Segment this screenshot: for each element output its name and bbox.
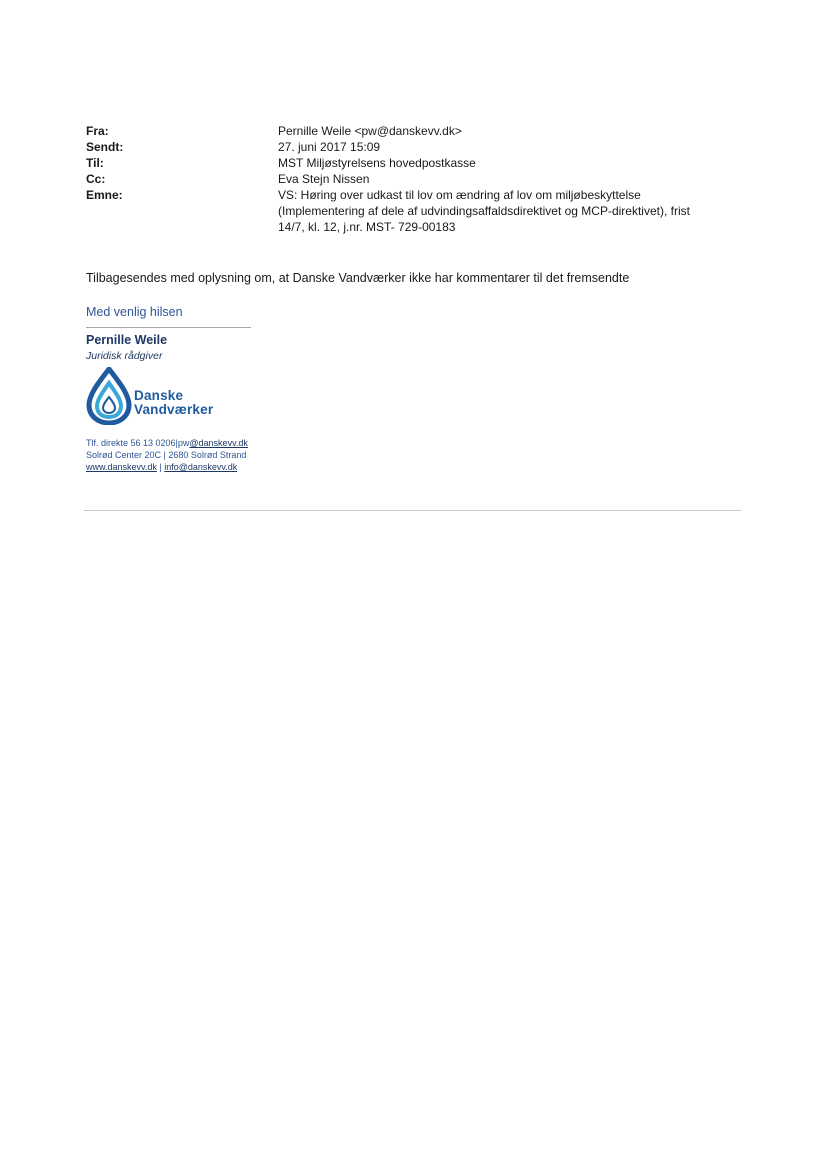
signature-contact [86, 437, 248, 473]
email-header [86, 123, 736, 235]
contact-phone-line [86, 437, 248, 449]
header-value: VS: Høring over udkast til lov om ændring af lov om miljøbeskyttelse [278, 188, 641, 202]
water-drop-icon [86, 367, 132, 425]
header-value: MST Miljøstyrelsens hovedpostkasse [278, 156, 476, 170]
signature-divider [86, 327, 251, 328]
header-row-cc [86, 171, 736, 187]
header-row-from [86, 123, 736, 139]
header-row-subject-cont [86, 219, 736, 235]
header-value: Pernille Weile <pw@danskevv.dk> [278, 124, 462, 138]
header-row-to [86, 155, 736, 171]
header-row-subject-cont [86, 203, 736, 219]
website-link[interactable]: www.danskevv.dk [86, 462, 157, 472]
header-label: Cc: [86, 172, 106, 186]
phone-email-link[interactable]: @danskevv.dk [189, 438, 248, 448]
page-divider [84, 510, 741, 511]
header-label: Emne: [86, 188, 123, 202]
phone-text: Tlf. direkte 56 13 0206|pw [86, 438, 190, 448]
subject-continuation: (Implementering af dele af udvindingsaffaldsdirektivet og MCP-direktivet), frist [278, 204, 690, 218]
link-separator: | [156, 462, 165, 472]
info-email-link[interactable]: info@danskevv.dk [164, 462, 238, 472]
header-label: Sendt: [86, 140, 124, 154]
subject-continuation: 14/7, kl. 12, j.nr. MST- 729-00183 [278, 220, 456, 234]
signature-title: Juridisk rådgiver [86, 350, 163, 362]
contact-links-line [86, 461, 248, 473]
signature-greeting: Med venlig hilsen [86, 305, 183, 319]
email-body: Tilbagesendes med oplysning om, at Danske Vandværker ikke har kommentarer til det fremsendte [86, 271, 630, 285]
logo-text: Vandværker [134, 402, 214, 417]
header-row-subject [86, 187, 736, 203]
danske-vandvaerker-logo [86, 367, 246, 425]
contact-address: Solrød Center 20C | 2680 Solrød Strand [86, 450, 247, 460]
header-value: 27. juni 2017 15:09 [278, 140, 381, 154]
header-value: Eva Stejn Nissen [278, 172, 370, 186]
header-label: Til: [86, 156, 104, 170]
signature-name: Pernille Weile [86, 333, 168, 347]
header-label: Fra: [86, 124, 109, 138]
logo-text: Danske [134, 388, 184, 403]
header-row-sent [86, 139, 736, 155]
